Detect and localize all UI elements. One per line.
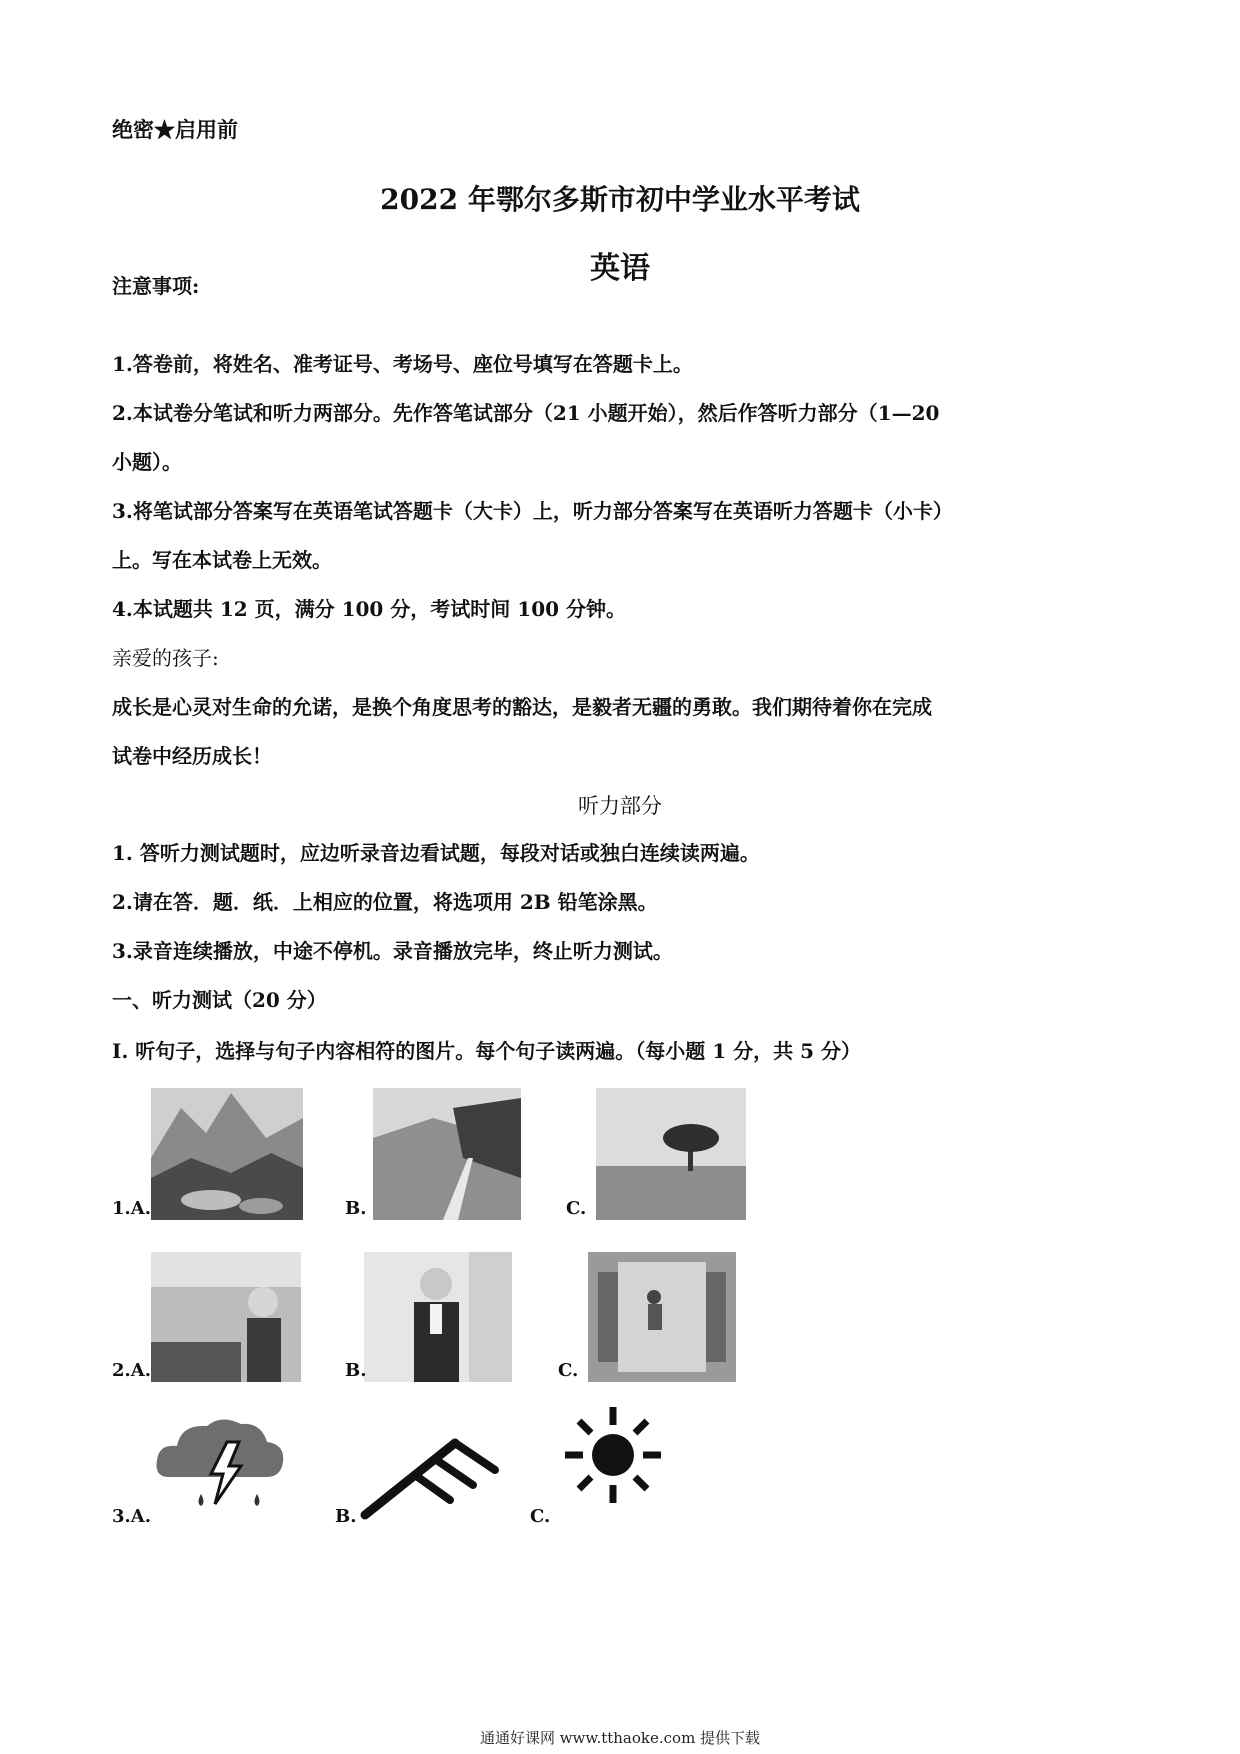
confidential-mark: 绝密★启用前 <box>112 117 238 142</box>
page-footer: 通通好课网 www.tthaoke.com 提供下载 <box>479 1729 761 1747</box>
q1-label-a: 1.A. <box>112 1198 152 1219</box>
listening-rule-3: 3.录音连续播放，中途不停机。录音播放完毕，终止听力测试。 <box>112 939 673 963</box>
space-station-photo <box>588 1252 736 1382</box>
thunderstorm-icon <box>149 1412 289 1522</box>
sun-icon <box>563 1405 663 1505</box>
q2-label-a: 2.A. <box>112 1360 152 1381</box>
mountain-stream-photo <box>151 1088 303 1220</box>
notice-item-2-cont: 小题）。 <box>112 450 182 474</box>
wind-icon <box>360 1425 500 1520</box>
listening-part-1: I. 听句子，选择与句子内容相符的图片。每个句子读两遍。（每小题 1 分，共 5 分） <box>112 1039 861 1063</box>
notice-item-3-cont: 上。写在本试卷上无效。 <box>112 548 332 572</box>
listening-heading: 听力部分 <box>578 794 662 818</box>
listening-rule-1: 1. 答听力测试题时，应边听录音边看试题，每段对话或独白连续读两遍。 <box>112 841 760 865</box>
q3-label-c: C. <box>530 1506 551 1527</box>
notice-item-1: 1.答卷前，将姓名、准考证号、考场号、座位号填写在答题卡上。 <box>112 352 693 376</box>
flight-attendant-photo <box>151 1252 301 1382</box>
q3-label-a: 3.A. <box>112 1506 152 1527</box>
notice-heading: 注意事项: <box>112 274 200 298</box>
q3-label-b: B. <box>335 1506 357 1527</box>
notice-item-3: 3.将笔试部分答案写在英语笔试答题卡（大卡）上，听力部分答案写在英语听力答题卡（小卡） <box>112 499 953 523</box>
listening-section: 一、听力测试（20 分） <box>112 988 327 1012</box>
q1-label-b: B. <box>345 1198 367 1219</box>
waitress-photo <box>364 1252 512 1382</box>
greeting-line-1: 成长是心灵对生命的允诺，是换个角度思考的豁达，是毅者无疆的勇敢。我们期待着你在完成 <box>112 695 932 719</box>
notice-item-2: 2.本试卷分笔试和听力两部分。先作答笔试部分（21 小题开始），然后作答听力部分（1—20 <box>112 401 940 425</box>
notice-item-4: 4.本试题共 12 页，满分 100 分，考试时间 100 分钟。 <box>112 597 626 621</box>
exam-title: 2022 年鄂尔多斯市初中学业水平考试 <box>380 183 860 216</box>
greeting-line-2: 试卷中经历成长！ <box>112 744 272 768</box>
subject-title: 英语 <box>590 251 650 286</box>
greeting-salutation: 亲爱的孩子: <box>112 646 219 670</box>
q2-label-c: C. <box>558 1360 579 1381</box>
q1-label-c: C. <box>566 1198 587 1219</box>
country-road-photo <box>373 1088 521 1220</box>
listening-rule-2: 2.请在答．题．纸．上相应的位置，将选项用 2B 铅笔涂黑。 <box>112 890 658 914</box>
grassland-tree-photo <box>596 1088 746 1220</box>
q2-label-b: B. <box>345 1360 367 1381</box>
